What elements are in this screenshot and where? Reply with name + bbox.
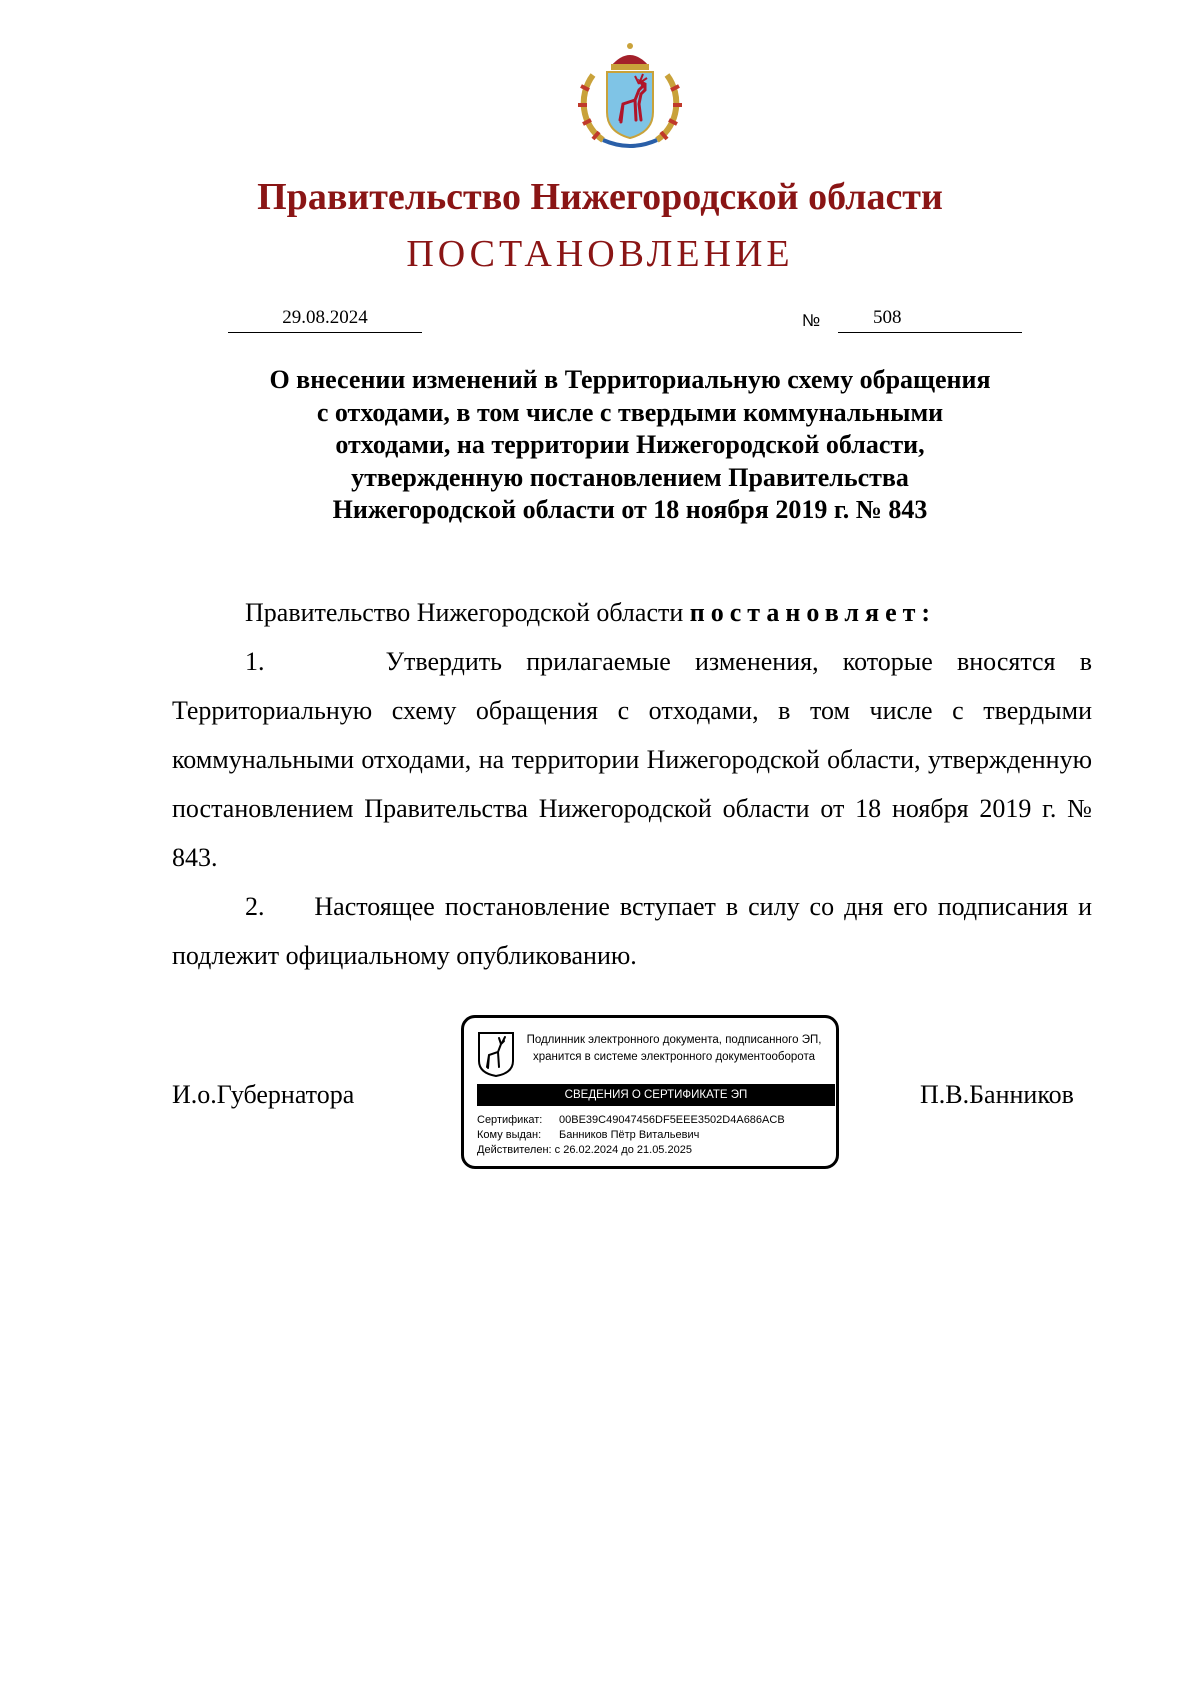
number-sign: № xyxy=(802,311,821,330)
issued-to-value: Банников Пётр Витальевич xyxy=(559,1129,700,1141)
document-number: 508 xyxy=(873,307,902,328)
title-line: Нижегородской области от 18 ноября 2019 г. № 843 xyxy=(332,495,928,524)
issued-to-label: Кому выдан: xyxy=(477,1129,542,1141)
valid-row xyxy=(477,1144,692,1156)
paragraph-item-2: 2. Настоящее постановление вступает в силу со дня его подписания и подлежит официальному опубликованию. xyxy=(172,892,1092,970)
title-line: отходами, на территории Нижегородской области, xyxy=(335,430,925,459)
organization-heading: Правительство Нижегородской области xyxy=(257,176,943,218)
certificate-row xyxy=(477,1114,785,1126)
title-line: утвержденную постановлением Правительства xyxy=(351,462,909,492)
document-number-field xyxy=(838,306,1022,333)
deer-emblem-icon xyxy=(477,1031,515,1077)
decree-line xyxy=(172,588,1092,637)
valid-value: с 26.02.2024 до 21.05.2025 xyxy=(554,1144,692,1156)
title-line: с отходами, в том числе с твердыми коммунальными xyxy=(316,397,944,427)
document-body xyxy=(172,588,1092,980)
signatory-position: И.о.Губернатора xyxy=(172,1080,355,1109)
certificate-info-bar: СВЕДЕНИЯ О СЕРТИФИКАТЕ ЭП xyxy=(477,1084,835,1106)
certificate-value: 00BE39C49047456DF5EEE3502D4A686ACB xyxy=(559,1114,785,1126)
certificate-label: Сертификат: xyxy=(477,1114,543,1126)
title-line: О внесении изменений в Территориальную схему обращения xyxy=(269,365,991,394)
electronic-signature-stamp xyxy=(461,1015,839,1169)
decree-word: постановляет: xyxy=(689,598,937,627)
valid-label: Действителен: xyxy=(477,1144,552,1156)
document-type: ПОСТАНОВЛЕНИЕ xyxy=(406,233,794,275)
coat-of-arms-icon xyxy=(573,40,687,150)
document-date: 29.08.2024 xyxy=(228,306,422,333)
paragraph-item-1: 1. Утвердить прилагаемые изменения, которые вносятся в Территориальную схему обращения с отходами, в том числе с твердыми коммунальными отходами, на территории Нижегородской области, утвержденную постановлением Правительства Нижегородской области от 18 ноября 2019 г. № 843. xyxy=(172,647,1092,872)
stamp-line-2: хранится в системе электронного документооборота xyxy=(533,1051,815,1063)
decree-preamble: Правительство Нижегородской области xyxy=(245,598,684,627)
stamp-line-1: Подлинник электронного документа, подписанного ЭП, xyxy=(526,1034,822,1046)
document-title xyxy=(190,364,1070,527)
signatory-name: П.В.Банников xyxy=(920,1080,1074,1109)
issued-to-row xyxy=(477,1129,699,1141)
